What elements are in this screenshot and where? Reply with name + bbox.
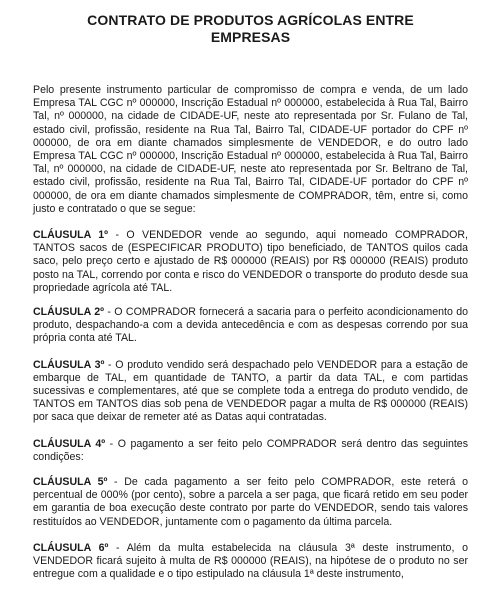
clause-6-text: - Além da multa estabelecida na cláusula 3ª deste instrumento, o VENDEDOR ficará sujeito à multa de R$ 000000 (REAIS), na hipótese de o produto no ser entregue com a qualidade e o tipo estipulado na cláusula 1ª deste instrumento, bbox=[33, 541, 468, 581]
document-title: CONTRATO DE PRODUTOS AGRÍCOLAS ENTRE EMPRESAS bbox=[87, 12, 414, 45]
clause-5-text: - De cada pagamento a ser feito pelo COMPRADOR, este reterá o percentual de 000% (por cento), sobre a parcela a ser paga, que ficará retido em seu poder em garantia de boa execução deste contrato por parte do VENDEDOR, sendo tais valores restituídos ao VENDEDOR, juntamente com o pagamento da última parcela. bbox=[33, 476, 468, 528]
clause-2-paragraph bbox=[33, 306, 468, 346]
clause-1-text: - O VENDEDOR vende ao segundo, aqui nomeado COMPRADOR, TANTOS sacos de (ESPECIFICAR PRODUTO) tipo beneficiado, de TANTOS quilos cada saco, pelo preço certo e ajustado de R$ 000000 (REAIS) por R$ 000000 (REAIS) produto posto na TAL, correndo por conta e risco do VENDEDOR o transporte do produto desde sua propriedade agrícola até TAL. bbox=[33, 229, 468, 294]
clause-6-paragraph bbox=[33, 542, 468, 582]
clause-2-heading: CLÁUSULA 2º bbox=[33, 306, 105, 319]
clause-3-text: - O produto vendido será despachado pelo VENDEDOR para a estação de embarque de TAL, em quantidade de TANTO, a partir da data TAL, e com partidas sucessivas e complementares, até que se complete toda a entrega do produto vendido, de TANTOS em TANTOS dias sob pena de VENDEDOR pagar a multa de R$ 000000 (REAIS) por saca que deixar de remeter até as Datas aqui contratadas. bbox=[33, 358, 469, 424]
clause-4-heading: CLÁUSULA 4º bbox=[33, 437, 106, 450]
clause-4-paragraph bbox=[33, 438, 468, 464]
clause-5-heading: CLÁUSULA 5º bbox=[33, 476, 108, 489]
clause-3-paragraph bbox=[33, 359, 468, 425]
intro-paragraph: Pelo presente instrumento particular de compromisso de compra e venda, de um lado Empresa TAL CGC nº 000000, Inscrição Estadual nº 000000, estabelecida à Rua Tal, Bairro Tal, nº 000000, na cidade de CIDADE-UF, neste ato representada por Sr. Fulano de Tal, estado civil, profissão, residente na Rua Tal, Bairro Tal, CIDADE-UF portador do CPF nº 000000, de ora em diante chamados simplesmente de VENDEDOR, e do outro lado Empresa TAL CGC nº 000000, Inscrição Estadual nº 000000, estabelecida à Rua Tal, Bairro Tal, nº 000000, na cidade de CIDADE-UF, neste ato representada por Sr. Beltrano de Tal, estado civil, profissão, residente na Rua Tal, Bairro Tal, CIDADE-UF portador do CPF nº 000000, de ora em diante chamados simplesmente de COMPRADOR, têm, entre si, como justo e contratado o que se segue: bbox=[33, 84, 468, 215]
clause-1-paragraph bbox=[33, 229, 468, 295]
clause-5-paragraph bbox=[33, 476, 468, 529]
clause-4-text: - O pagamento a ser feito pelo COMPRADOR será dentro das seguintes condições: bbox=[33, 437, 468, 463]
clause-2-text: - O COMPRADOR fornecerá a sacaria para o perfeito acondicionamento do produto, despachando-a com a devida antecedência e com as despesas correndo por sua própria conta até TAL. bbox=[33, 306, 468, 345]
clause-1-heading: CLÁUSULA 1º bbox=[33, 229, 109, 242]
clause-6-heading: CLÁUSULA 6º bbox=[33, 541, 109, 554]
clause-3-heading: CLÁUSULA 3º bbox=[33, 358, 105, 371]
